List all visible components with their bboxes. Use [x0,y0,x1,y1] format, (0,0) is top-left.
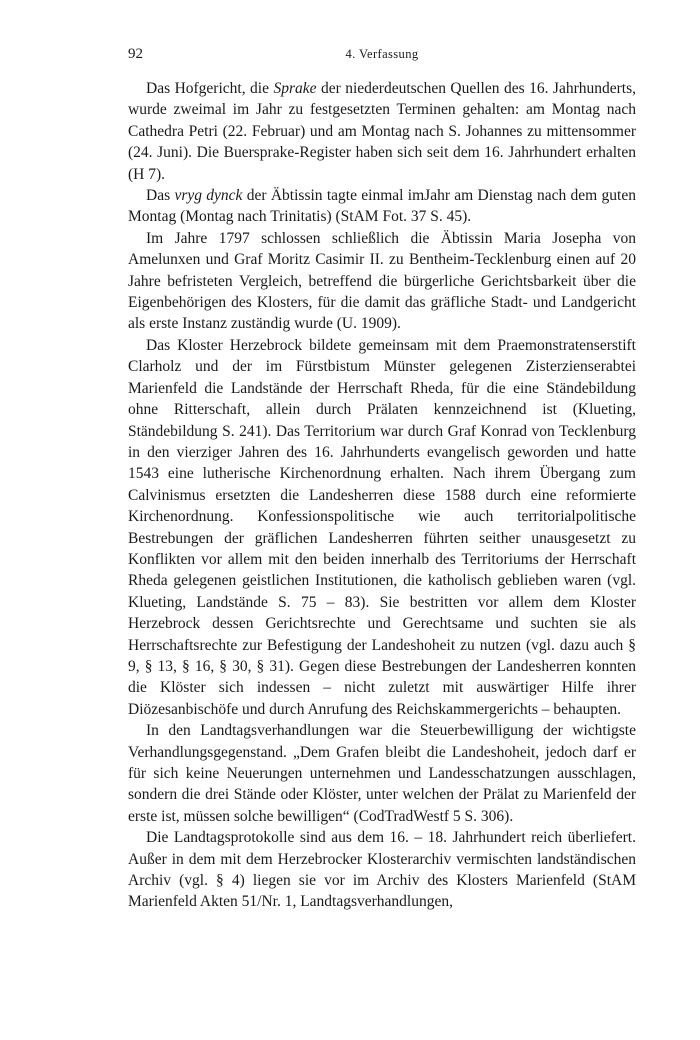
emphasized-term: Sprake [273,80,317,97]
paragraph: Das Kloster Herzebrock bildete gemeinsam mit dem Praemonstratenserstift Clarholz und der im Fürstbistum Münster gelegenen Zisterzienserabtei Marienfeld die Landstände der Herrschaft Rheda, für die eine Ständebildung ohne Ritterschaft, allein durch Prälaten kennzeichnend ist (Klueting, Ständebildung S. 241). Das Territorium war durch Graf Konrad von Tecklenburg in den vierziger Jahren des 16. Jahrhunderts evangelisch geworden und hatte 1543 eine lutherische Kirchenordnung erhalten. Nach ihrem Übergang zum Calvinismus ersetzten die Landesherren diese 1588 durch eine reformierte Kirchenordnung. Konfessionspolitische wie auch territorialpolitische Bestrebungen der gräflichen Landesherren führten seither unausgesetzt zu Konflikten vor allem mit den beiden innerhalb des Territoriums der Herrschaft Rheda gelegenen geistlichen Institutionen, die katholisch geblieben waren (vgl. Klueting, Landstände S. 75 – 83). Sie bestritten vor allem dem Kloster Herzebrock dessen Gerichtsrechte und Gerechtsame und suchten sie als Herrschaftsrechte zur Befestigung der Landeshoheit zu nutzen (vgl. dazu auch § 9, § 13, § 16, § 30, § 31). Gegen diese Bestrebungen der Landesherren konnten die Klöster sich indessen – nicht zuletzt mit auswärtiger Hilfe ihrer Diözesanbischöfe und durch Anrufung des Reichskammergerichts – behaupten. [128,336,636,718]
paragraph-text: Das [146,187,175,205]
body-text [128,78,636,913]
paragraph: Im Jahre 1797 schlossen schließlich die Äbtissin Maria Josepha von Amelunxen und Graf Moritz Casimir II. zu Bentheim-Tecklenburg einen auf 20 Jahre befristeten Vergleich, betreffend die bürgerliche Gerichtsbarkeit über die Eigenbehörigen des Klosters, für die damit das gräfliche Stadt- und Landgericht als erste Instanz zuständig wurde (U. 1909). [128,229,636,333]
page-number: 92 [128,46,143,62]
paragraph-text: der niederdeutschen Quellen des 16. Jahrhunderts, wurde zweimal im Jahr zu festgesetzten Terminen gehalten: am Montag nach Cathedra Petri (22. Februar) und am Montag nach S. Johannes zu mittensommer (24. Juni). Die Buersprake-Register haben sich seit dem 16. Jahrhundert erhalten (H 7). [128,80,636,183]
page-header [128,46,636,68]
paragraph: Die Landtagsprotokolle sind aus dem 16. – 18. Jahrhundert reich überliefert. Außer in dem mit dem Herzebrocker Klosterarchiv vermischten landständischen Archiv (vgl. § 4) liegen sie vor im Archiv des Klosters Marienfeld (StAM Marienfeld Akten 51/Nr. 1, Landtagsverhandlungen, [128,829,636,911]
emphasized-term: vryg dynck [174,187,243,205]
paragraph [128,185,636,228]
running-head: 4. Verfassung [345,47,419,61]
paragraph [128,78,636,185]
paragraph-text: Das Hofgericht, die [146,80,274,97]
paragraph-text: der Äbtissin tagte einmal imJahr am Dienstag nach dem guten Montag (Montag nach Trinitatis) (StAM Fot. 37 S. 45). [128,187,636,226]
paragraph: In den Landtagsverhandlungen war die Steuerbewilligung der wichtigste Verhandlungsgegenstand. „Dem Grafen bleibt die Landeshoheit, jedoch darf er für sich keine Neuerungen unternehmen und Landesschatzungen ausschlagen, sondern die drei Stände oder Klöster, unter welchen der Prälat zu Marienfeld der erste ist, müssen solche bewilligen“ (CodTradWestf 5 S. 306). [128,722,636,825]
